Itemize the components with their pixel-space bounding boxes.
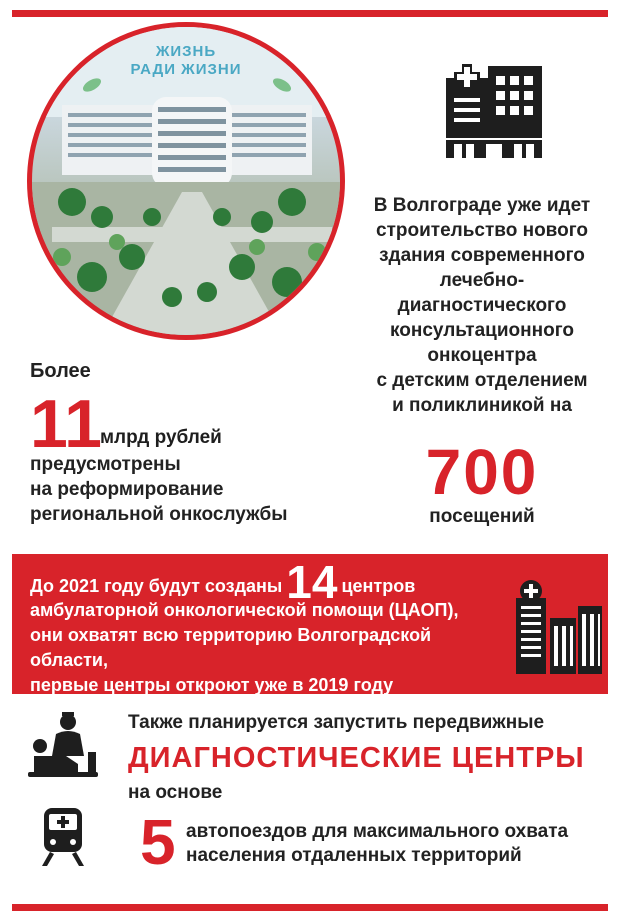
outpatient-centers-banner (12, 554, 608, 694)
right-line: В Волгограде уже идет (373, 195, 591, 216)
banner-number: 14 (286, 556, 338, 608)
oncocenter-model-photo (27, 22, 345, 340)
banner-line1 (30, 556, 510, 608)
funding-prefix-wrap (30, 360, 330, 383)
top-red-rule (12, 10, 608, 17)
banner-line: они охватят всю территорию Волгоградской области, (30, 625, 432, 670)
photo-sign-line1: ЖИЗНЬ (155, 43, 217, 60)
visits-unit: посещений (429, 506, 535, 527)
funding-number: 11 (30, 386, 102, 462)
hospital-building-icon (444, 60, 544, 160)
funding-line: региональной онкослужбы (30, 504, 288, 525)
banner-line: амбулаторной онкологической помощи (ЦАОП), (30, 600, 459, 620)
trains-line: населения отдаленных территорий (186, 845, 522, 866)
city-buildings-icon (512, 578, 604, 674)
train-icon (40, 806, 86, 868)
bottom-red-rule (12, 904, 608, 911)
right-line: строительство нового (376, 220, 588, 241)
funding-line: на реформирование (30, 479, 224, 500)
right-line: диагностического (397, 295, 567, 316)
banner-line: первые центры откроют уже в 2019 году (30, 675, 394, 695)
trains-number: 5 (140, 806, 176, 878)
right-line: с детским отделением (376, 370, 588, 391)
banner-after: центров (341, 576, 416, 596)
doctor-patient-icon (26, 712, 100, 778)
funding-prefix: Более (30, 360, 91, 382)
right-line: здания современного (379, 245, 585, 266)
trains-line: автопоездов для максимального охвата (186, 821, 569, 842)
photo-sign-line2: РАДИ ЖИЗНИ (130, 61, 242, 78)
right-line: и поликлиникой на (392, 395, 572, 416)
mobile-highlight: ДИАГНОСТИЧЕСКИЕ ЦЕНТРЫ (128, 742, 585, 774)
visits-number: 700 (425, 436, 539, 508)
trains-description (186, 820, 606, 868)
right-line: консультационного (390, 320, 574, 341)
right-line: лечебно- (439, 270, 525, 291)
mobile-basis: на основе (128, 782, 223, 803)
funding-line: предусмотрены (30, 454, 181, 475)
construction-description (352, 193, 612, 418)
right-line: онкоцентра (427, 345, 537, 366)
banner-text (30, 556, 510, 698)
banner-before: До 2021 году будут созданы (30, 576, 283, 596)
mobile-intro: Также планируется запустить передвижные (128, 712, 545, 733)
funding-description (30, 452, 340, 527)
funding-unit: млрд рублей (100, 427, 222, 448)
